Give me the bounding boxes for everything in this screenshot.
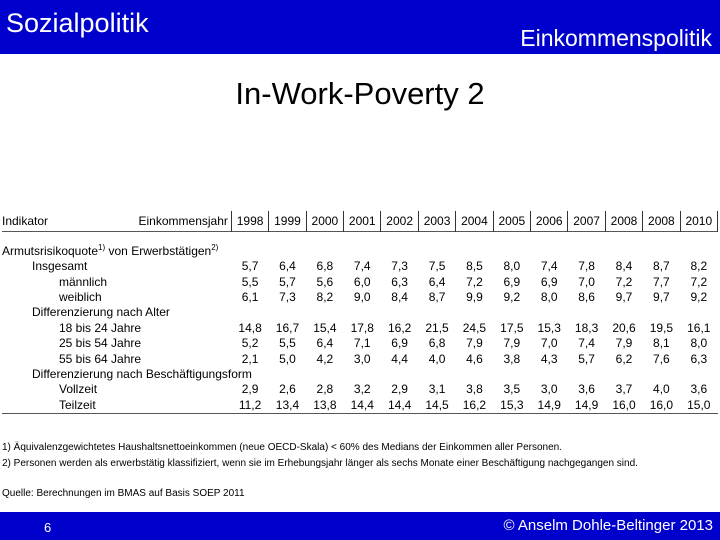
value-cell: 6,3 bbox=[690, 351, 708, 366]
value-cell: 16,0 bbox=[612, 397, 636, 412]
value-cell: 16,0 bbox=[649, 397, 674, 412]
section-label: Differenzierung nach Beschäftigungsform bbox=[32, 366, 252, 381]
value-cell: 3,2 bbox=[353, 382, 371, 397]
value-cell: 5,5 bbox=[279, 336, 296, 351]
value-cell: 2,9 bbox=[391, 382, 408, 397]
value-cell: 2,9 bbox=[241, 382, 259, 397]
value-cell: 17,5 bbox=[500, 320, 524, 335]
value-cell: 16,2 bbox=[387, 320, 412, 335]
page-number: 6 bbox=[44, 520, 52, 535]
table-row bbox=[2, 351, 718, 366]
year-header: Einkommensjahr bbox=[138, 213, 228, 228]
section-row bbox=[2, 305, 718, 320]
year-cell: 2000 bbox=[306, 211, 343, 232]
value-cell: 3,5 bbox=[503, 382, 521, 397]
value-cell: 6,1 bbox=[241, 289, 259, 304]
table-row bbox=[2, 274, 718, 289]
footnote: 1) Äquivalenzgewichtetes Haushaltsnettoeinkommen (neue OECD-Skala) < 60% des Medians der Einkommen aller Personen. bbox=[2, 442, 563, 453]
source-note: Quelle: Berechnungen im BMAS auf Basis SOEP 2011 bbox=[2, 488, 245, 499]
year-cell: 1998 bbox=[231, 211, 268, 232]
value-cell: 7,4 bbox=[540, 259, 558, 274]
value-cell: 7,3 bbox=[279, 289, 296, 304]
value-cell: 15,3 bbox=[537, 320, 561, 335]
value-cell: 6,9 bbox=[540, 274, 558, 289]
row-label: weiblich bbox=[59, 289, 102, 304]
value-cell: 6,4 bbox=[428, 274, 446, 289]
value-cell: 5,7 bbox=[279, 274, 296, 289]
value-cell: 11,2 bbox=[238, 397, 262, 412]
table-header-row bbox=[2, 211, 718, 232]
value-cell: 8,4 bbox=[615, 259, 633, 274]
main-indicator-row bbox=[2, 240, 718, 259]
table-row bbox=[2, 336, 718, 351]
poverty-table bbox=[2, 211, 718, 414]
value-cell: 4,2 bbox=[316, 351, 334, 366]
value-cell: 3,1 bbox=[428, 382, 446, 397]
bottom-banner bbox=[0, 512, 720, 540]
value-cell: 6,9 bbox=[391, 336, 408, 351]
value-cell: 3,6 bbox=[578, 382, 595, 397]
value-cell: 7,1 bbox=[353, 336, 371, 351]
year-cell: 1999 bbox=[269, 211, 306, 232]
value-cell: 8,5 bbox=[466, 259, 483, 274]
value-cell: 6,0 bbox=[353, 274, 371, 289]
value-cell: 2,1 bbox=[241, 351, 259, 366]
value-cell: 13,8 bbox=[313, 397, 337, 412]
value-cell: 9,2 bbox=[503, 289, 521, 304]
value-cell: 7,4 bbox=[353, 259, 371, 274]
value-cell: 15,3 bbox=[500, 397, 524, 412]
row-label: Teilzeit bbox=[59, 397, 96, 412]
year-cell: 2006 bbox=[531, 211, 568, 232]
value-cell: 6,8 bbox=[316, 259, 334, 274]
main-indicator-label: Armutsrisikoquote$^{1)}$ von Erwerbstätigen$^{2)}$ bbox=[2, 243, 219, 258]
value-cell: 6,3 bbox=[391, 274, 408, 289]
value-cell: 9,9 bbox=[466, 289, 483, 304]
value-cell: 5,7 bbox=[578, 351, 595, 366]
value-cell: 7,2 bbox=[615, 274, 633, 289]
year-cell: 2005 bbox=[493, 211, 530, 232]
value-cell: 8,0 bbox=[503, 259, 521, 274]
table-row bbox=[2, 382, 718, 397]
value-cell: 16,7 bbox=[275, 320, 300, 335]
value-cell: 2,8 bbox=[316, 382, 334, 397]
row-label: 25 bis 54 Jahre bbox=[59, 336, 142, 351]
value-cell: 24,5 bbox=[462, 320, 487, 335]
value-cell: 7,2 bbox=[466, 274, 483, 289]
slide-title bbox=[0, 76, 720, 112]
indicator-header: Indikator bbox=[2, 213, 49, 228]
value-cell: 7,2 bbox=[690, 274, 708, 289]
value-cell: 9,7 bbox=[615, 289, 633, 304]
copyright: © Anselm Dohle-Beltinger 2013 bbox=[503, 517, 713, 534]
value-cell: 18,3 bbox=[574, 320, 599, 335]
value-cell: 4,6 bbox=[466, 351, 483, 366]
value-cell: 7,7 bbox=[653, 274, 670, 289]
value-cell: 5,0 bbox=[279, 351, 296, 366]
value-cell: 14,4 bbox=[350, 397, 374, 412]
value-cell: 9,0 bbox=[353, 289, 371, 304]
value-cell: 8,7 bbox=[653, 259, 670, 274]
row-label: Insgesamt bbox=[32, 259, 88, 274]
value-cell: 6,4 bbox=[316, 336, 334, 351]
value-cell: 6,4 bbox=[279, 259, 296, 274]
value-cell: 14,8 bbox=[238, 320, 262, 335]
value-cell: 16,2 bbox=[462, 397, 487, 412]
value-cell: 8,1 bbox=[653, 336, 670, 351]
value-cell: 3,8 bbox=[466, 382, 483, 397]
value-cell: 14,9 bbox=[574, 397, 599, 412]
value-cell: 7,3 bbox=[391, 259, 408, 274]
value-cell: 19,5 bbox=[649, 320, 674, 335]
value-cell: 4,4 bbox=[391, 351, 408, 366]
value-cell: 8,4 bbox=[391, 289, 408, 304]
year-cell: 2003 bbox=[418, 211, 455, 232]
year-cell: 2007 bbox=[568, 211, 605, 232]
row-label: männlich bbox=[59, 274, 108, 289]
section-title: Sozialpolitik bbox=[6, 8, 149, 38]
value-cell: 7,9 bbox=[503, 336, 521, 351]
year-cell: 2008 bbox=[605, 211, 642, 232]
value-cell: 4,3 bbox=[540, 351, 558, 366]
value-cell: 4,0 bbox=[653, 382, 670, 397]
footnote: 2) Personen werden als erwerbstätig klassifiziert, wenn sie im Erhebungsjahr länger als sechs Monate einer Beschäftigung nachgegangen sind. bbox=[2, 458, 638, 469]
value-cell: 3,6 bbox=[690, 382, 708, 397]
footnotes bbox=[2, 440, 638, 472]
value-cell: 14,4 bbox=[387, 397, 412, 412]
value-cell: 3,0 bbox=[353, 351, 371, 366]
value-cell: 7,5 bbox=[428, 259, 446, 274]
value-cell: 8,2 bbox=[690, 259, 708, 274]
value-cell: 8,7 bbox=[428, 289, 446, 304]
table-row bbox=[2, 290, 718, 305]
row-label: Vollzeit bbox=[59, 382, 98, 397]
value-cell: 8,0 bbox=[540, 289, 558, 304]
value-cell: 15,0 bbox=[687, 397, 711, 412]
value-cell: 3,0 bbox=[540, 382, 558, 397]
value-cell: 7,0 bbox=[578, 274, 595, 289]
top-banner bbox=[0, 0, 720, 54]
value-cell: 7,0 bbox=[540, 336, 558, 351]
value-cell: 5,7 bbox=[241, 259, 259, 274]
year-cell: 2001 bbox=[344, 211, 381, 232]
value-cell: 9,2 bbox=[690, 289, 708, 304]
year-cell: 2002 bbox=[381, 211, 418, 232]
value-cell: 8,2 bbox=[316, 289, 334, 304]
value-cell: 6,8 bbox=[428, 336, 446, 351]
value-cell: 5,2 bbox=[241, 336, 259, 351]
value-cell: 7,9 bbox=[466, 336, 483, 351]
row-label: 55 bis 64 Jahre bbox=[59, 351, 142, 366]
value-cell: 20,6 bbox=[612, 320, 636, 335]
table-row bbox=[2, 259, 718, 274]
value-cell: 3,7 bbox=[615, 382, 633, 397]
section-label: Differenzierung nach Alter bbox=[32, 305, 170, 320]
value-cell: 6,2 bbox=[615, 351, 633, 366]
table-row bbox=[2, 398, 718, 414]
value-cell: 9,7 bbox=[653, 289, 670, 304]
value-cell: 3,8 bbox=[503, 351, 521, 366]
year-cell: 2010 bbox=[680, 211, 717, 232]
value-cell: 14,5 bbox=[425, 397, 449, 412]
value-cell: 7,8 bbox=[578, 259, 595, 274]
value-cell: 5,6 bbox=[316, 274, 334, 289]
value-cell: 5,5 bbox=[241, 274, 259, 289]
value-cell: 8,6 bbox=[578, 289, 595, 304]
value-cell: 4,0 bbox=[428, 351, 446, 366]
value-cell: 13,4 bbox=[275, 397, 300, 412]
value-cell: 17,8 bbox=[350, 320, 374, 335]
table-row bbox=[2, 321, 718, 336]
year-cell: 2008 bbox=[643, 211, 680, 232]
value-cell: 16,1 bbox=[687, 320, 711, 335]
value-cell: 7,4 bbox=[578, 336, 595, 351]
value-cell: 7,6 bbox=[653, 351, 670, 366]
value-cell: 7,9 bbox=[615, 336, 633, 351]
value-cell: 2,6 bbox=[279, 382, 296, 397]
section-row bbox=[2, 367, 718, 382]
slide-title-text: In-Work-Poverty 2 bbox=[235, 76, 485, 111]
value-cell: 6,9 bbox=[503, 274, 521, 289]
value-cell: 15,4 bbox=[313, 320, 337, 335]
value-cell: 14,9 bbox=[537, 397, 561, 412]
year-cell: 2004 bbox=[456, 211, 493, 232]
subsection-title: Einkommenspolitik bbox=[520, 25, 712, 51]
value-cell: 8,0 bbox=[690, 336, 708, 351]
row-label: 18 bis 24 Jahre bbox=[59, 320, 142, 335]
value-cell: 21,5 bbox=[425, 320, 449, 335]
